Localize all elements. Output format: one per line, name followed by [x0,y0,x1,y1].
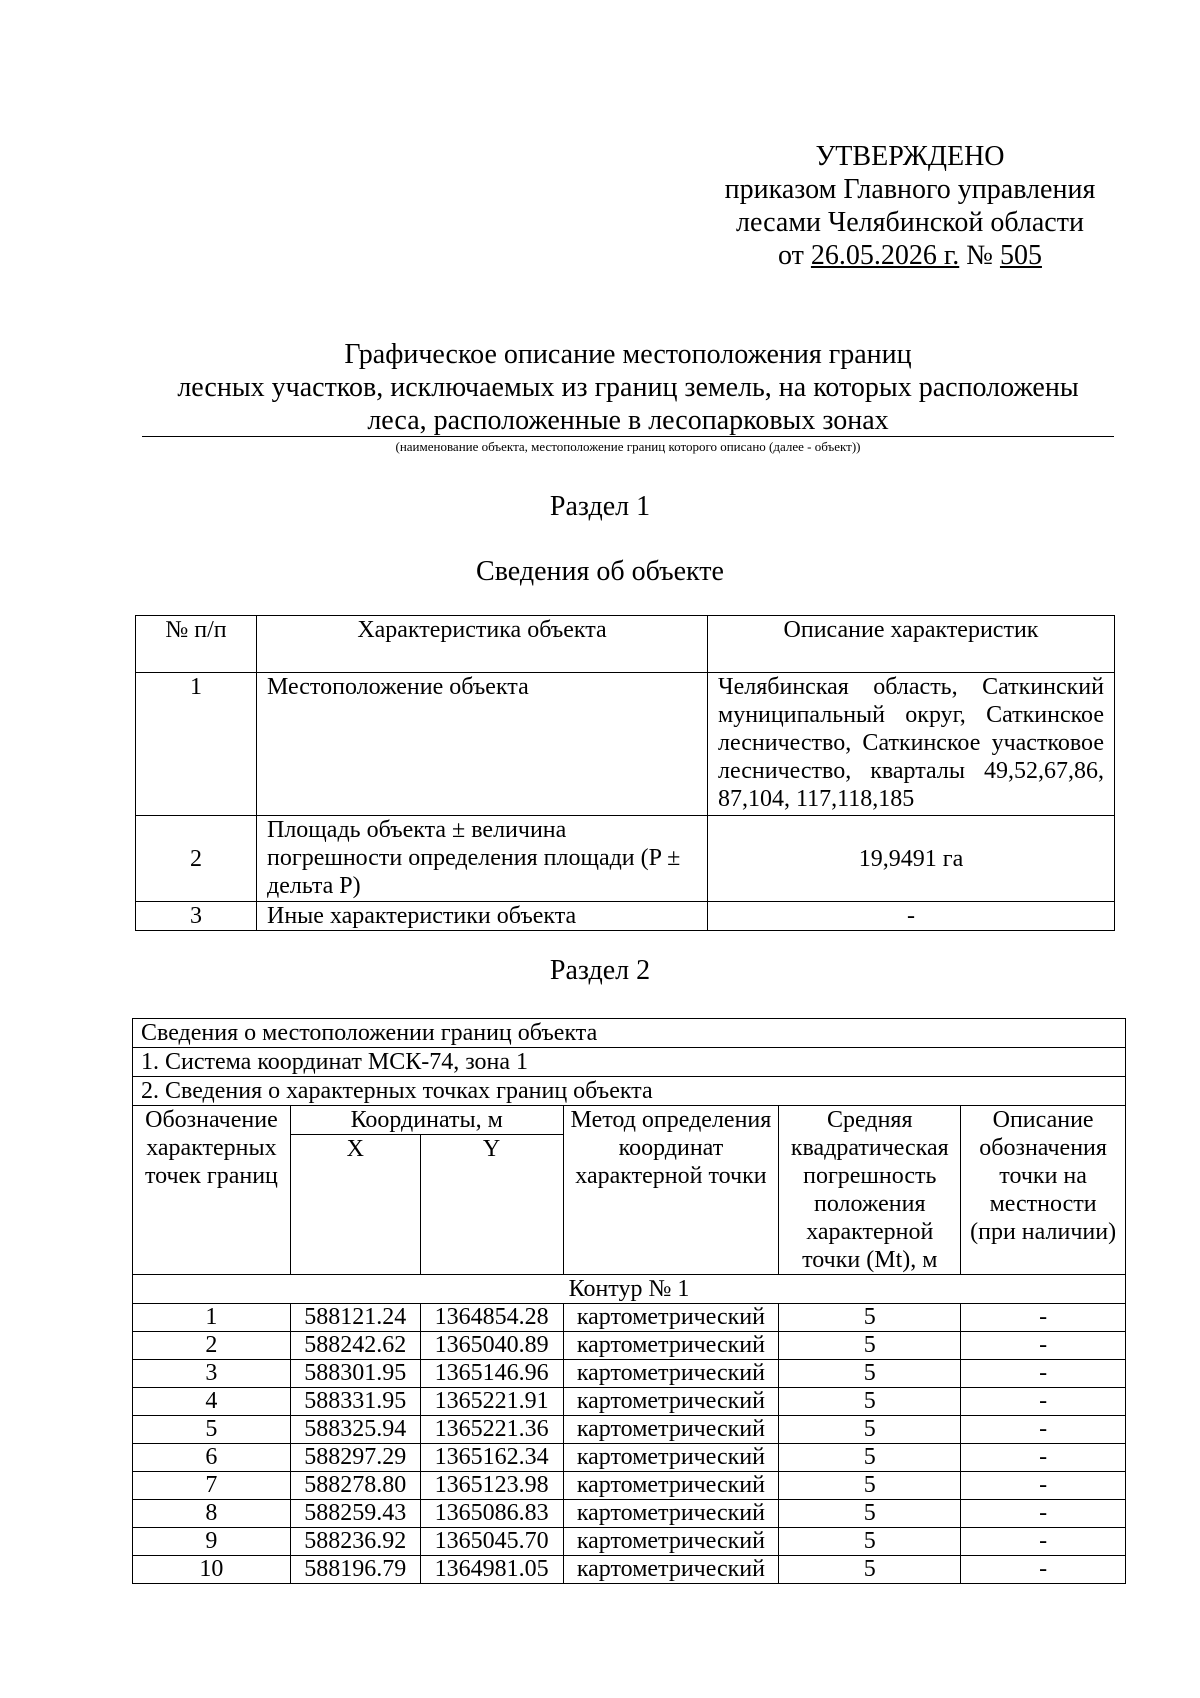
point-y: 1365045.70 [420,1528,563,1556]
row-num: 1 [136,673,257,816]
approval-line-1: приказом Главного управления [724,174,1096,205]
approval-number-sign: № [966,240,993,271]
point-error: 5 [779,1444,961,1472]
point-description: - [961,1332,1126,1360]
row-description: Челябинская область, Саткинский муниципальный округ, Саткинское лесничество, Саткинское участковое лесничество, кварталы 49,52,67,86, 87,104, 117,118,185 [708,673,1115,816]
point-error: 5 [779,1500,961,1528]
approval-line-2: лесами Челябинской области [736,207,1084,238]
section-2-heading: Раздел 2 [549,955,651,986]
header-coords: Координаты, м [290,1106,563,1135]
point-y: 1365146.96 [420,1360,563,1388]
row-description: 19,9491 га [708,816,1115,902]
point-id: 8 [133,1500,291,1528]
table-row [133,1444,1126,1472]
header-error: Средняя квадратическая погрешность положения характерной точки (Mt), м [779,1106,961,1275]
point-description: - [961,1360,1126,1388]
section-1-subheading: Сведения об объекте [476,556,724,587]
point-y: 1365162.34 [420,1444,563,1472]
point-description: - [961,1444,1126,1472]
coord-system: 1. Система координат МСК-74, зона 1 [133,1048,1126,1077]
point-method: картометрический [563,1332,779,1360]
point-description: - [961,1304,1126,1332]
header-description: Описание характеристик [708,616,1115,673]
contour-row [133,1275,1126,1304]
title-underline [142,436,1114,437]
approval-prefix: от [778,240,804,271]
point-y: 1364854.28 [420,1304,563,1332]
point-error: 5 [779,1528,961,1556]
title-line-1: Графическое описание местоположения границ [344,339,912,370]
approval-heading: УТВЕРЖДЕНО [815,141,1005,172]
object-info-row [136,673,1115,816]
row-characteristic: Площадь объекта ± величина погрешности определения площади (P ± дельта P) [257,816,708,902]
point-method: картометрический [563,1472,779,1500]
point-y: 1365221.91 [420,1388,563,1416]
point-id: 1 [133,1304,291,1332]
point-method: картометрический [563,1500,779,1528]
table-row [133,1332,1126,1360]
header-row-1 [133,1106,1126,1135]
points-title: 2. Сведения о характерных точках границ объекта [133,1077,1126,1106]
header-y: Y [420,1135,563,1275]
point-description: - [961,1528,1126,1556]
title-line-2: лесных участков, исключаемых из границ земель, на которых расположены [177,372,1079,403]
object-info-table [135,615,1115,931]
header-characteristic: Характеристика объекта [257,616,708,673]
header-method: Метод определения координат характерной точки [563,1106,779,1275]
point-x: 588121.24 [290,1304,420,1332]
point-y: 1365086.83 [420,1500,563,1528]
table-row [133,1528,1126,1556]
point-id: 3 [133,1360,291,1388]
point-error: 5 [779,1304,961,1332]
table-row [133,1388,1126,1416]
point-x: 588242.62 [290,1332,420,1360]
point-error: 5 [779,1472,961,1500]
point-description: - [961,1556,1126,1584]
point-error: 5 [779,1332,961,1360]
point-x: 588259.43 [290,1500,420,1528]
table-row [133,1416,1126,1444]
section-1-heading: Раздел 1 [549,491,651,522]
point-id: 2 [133,1332,291,1360]
table-row [133,1360,1126,1388]
point-x: 588236.92 [290,1528,420,1556]
boundary-points-table [132,1018,1126,1584]
point-method: картометрический [563,1556,779,1584]
point-error: 5 [779,1360,961,1388]
row-num: 3 [136,902,257,931]
object-info-header-row [136,616,1115,673]
point-y: 1364981.05 [420,1556,563,1584]
point-id: 4 [133,1388,291,1416]
table-title: Сведения о местоположении границ объекта [133,1019,1126,1048]
object-info-row [136,816,1115,902]
point-description: - [961,1416,1126,1444]
row-description: - [708,902,1115,931]
approval-block [680,140,1140,272]
header-x: X [290,1135,420,1275]
point-y: 1365123.98 [420,1472,563,1500]
contour-label: Контур № 1 [133,1275,1126,1304]
document-title [140,338,1116,437]
object-info-row [136,902,1115,931]
title-caption: (наименование объекта, местоположение границ которого описано (далее - объект)) [395,439,861,454]
point-description: - [961,1388,1126,1416]
point-y: 1365040.89 [420,1332,563,1360]
point-id: 10 [133,1556,291,1584]
point-method: картометрический [563,1360,779,1388]
row-characteristic: Местоположение объекта [257,673,708,816]
points-title-row [133,1077,1126,1106]
table-row [133,1304,1126,1332]
point-x: 588196.79 [290,1556,420,1584]
approval-date: 26.05.2026 г. [810,240,960,271]
point-id: 9 [133,1528,291,1556]
point-id: 6 [133,1444,291,1472]
point-error: 5 [779,1416,961,1444]
point-error: 5 [779,1388,961,1416]
point-method: картометрический [563,1388,779,1416]
point-error: 5 [779,1556,961,1584]
point-x: 588331.95 [290,1388,420,1416]
point-id: 5 [133,1416,291,1444]
point-x: 588325.94 [290,1416,420,1444]
point-y: 1365221.36 [420,1416,563,1444]
point-x: 588297.29 [290,1444,420,1472]
point-id: 7 [133,1472,291,1500]
point-x: 588301.95 [290,1360,420,1388]
header-num: № п/п [136,616,257,673]
point-method: картометрический [563,1444,779,1472]
table-row [133,1472,1126,1500]
table-row [133,1556,1126,1584]
point-method: картометрический [563,1304,779,1332]
coord-system-row [133,1048,1126,1077]
header-designation: Обозначение характерных точек границ [133,1106,291,1275]
header-description: Описание обозначения точки на местности (при наличии) [961,1106,1126,1275]
point-method: картометрический [563,1528,779,1556]
approval-order-line [680,239,1140,272]
row-characteristic: Иные характеристики объекта [257,902,708,931]
approval-number: 505 [999,240,1042,271]
title-line-3: леса, расположенные в лесопарковых зонах [367,405,889,436]
point-x: 588278.80 [290,1472,420,1500]
table-title-row [133,1019,1126,1048]
table-row [133,1500,1126,1528]
point-method: картометрический [563,1416,779,1444]
row-num: 2 [136,816,257,902]
point-description: - [961,1472,1126,1500]
point-description: - [961,1500,1126,1528]
